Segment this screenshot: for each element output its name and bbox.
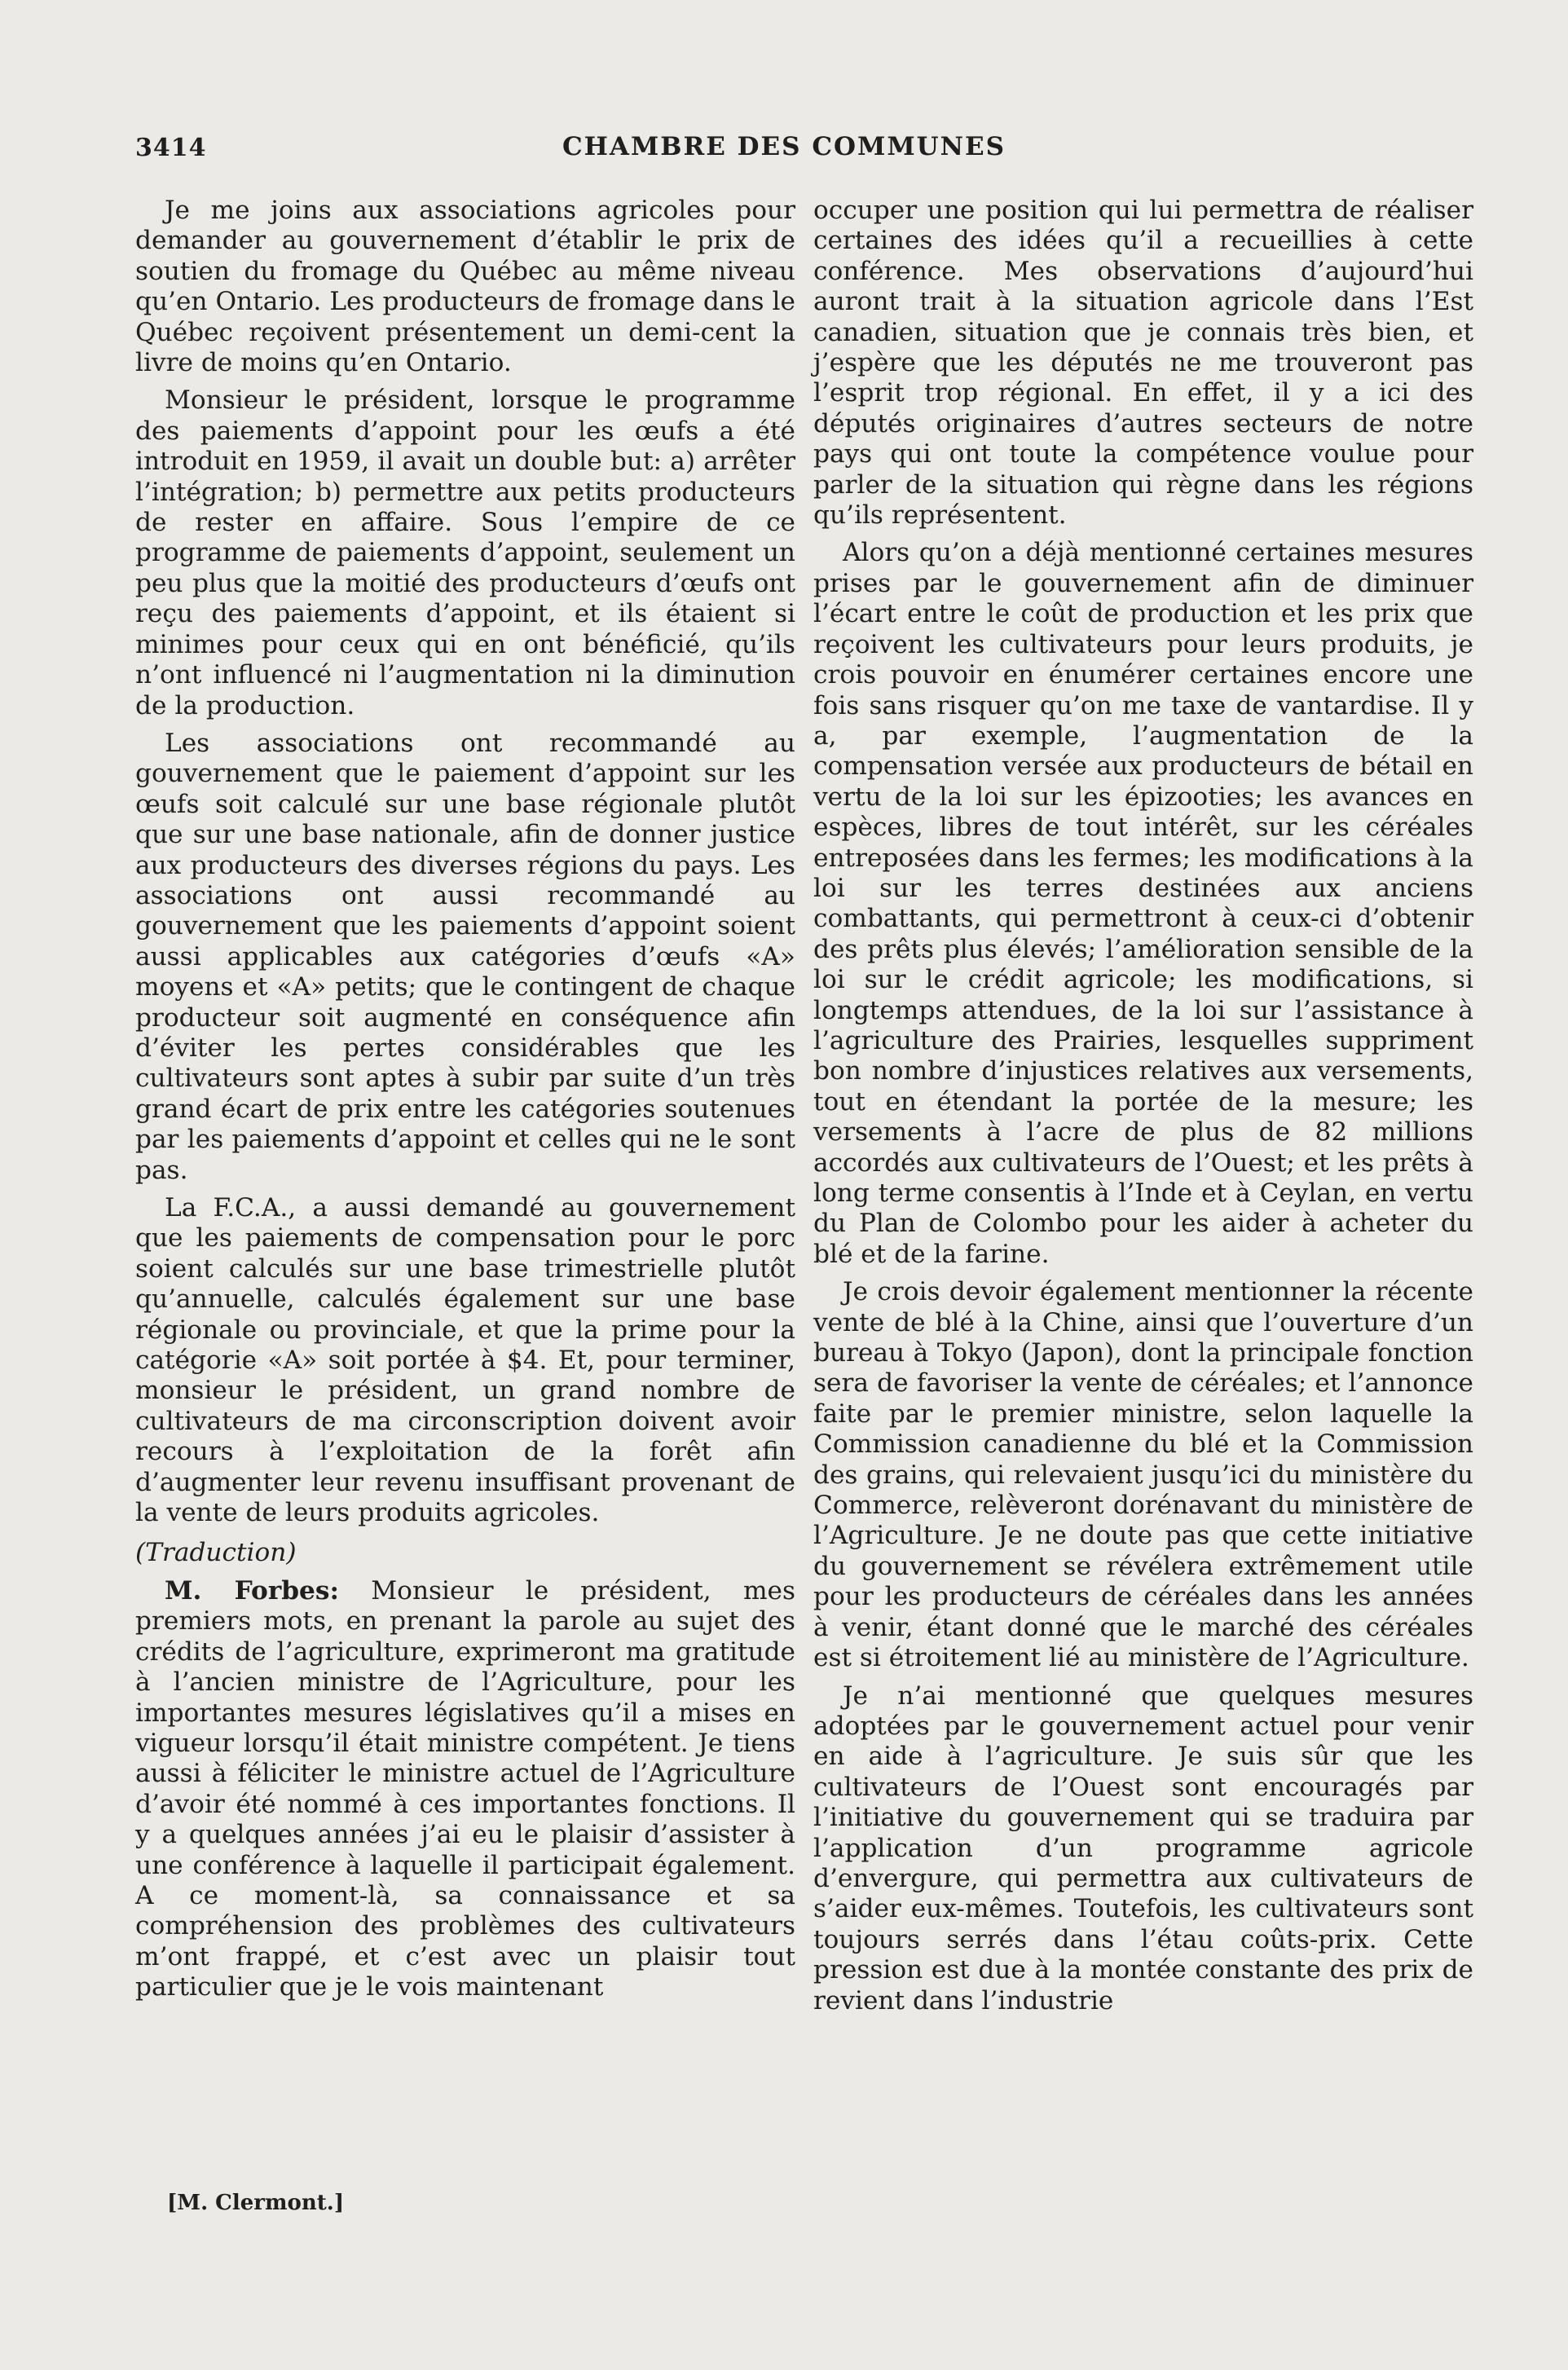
paragraph [135,1576,795,2003]
speech-text: Monsieur le président, mes premiers mots, en prenant la parole au sujet des crédits de l’agriculture, exprimeront ma gratitude à l’ancien ministre de l’Agriculture, pour les importantes mesures législatives qu’il a mises en vigueur lorsqu’il était ministre compétent. Je tiens aussi à féliciter le ministre actuel de l’Agriculture d’avoir été nommé à ces importantes fonctions. Il y a quelques années j’ai eu le plaisir d’assister à une conférence à laquelle il participait également. A ce moment-là, sa connaissance et sa compréhension des problèmes des cultivateurs m’ont frappé, et c’est avec un plaisir tout particulier que je le vois maintenant [135,1575,795,2002]
paragraph: La F.C.A., a aussi demandé au gouvernement que les paiements de compensation pour le porc soient calculés sur une base trimestrielle plutôt qu’annuelle, calculés également sur une base régionale ou provinciale, et que la prime pour la catégorie «A» soit portée à $4. Et, pour terminer, monsieur le président, un grand nombre de cultivateurs de ma circonscription doivent avoir recours à l’exploitation de la forêt afin d’augmenter leur revenu insuffisant provenant de la vente de leurs produits agricoles. [135,1193,795,1528]
paragraph: Les associations ont recommandé au gouvernement que le paiement d’appoint sur les œufs soit calculé sur une base régionale plutôt que sur une base nationale, afin de donner justice aux producteurs des diverses régions du pays. Les associations ont aussi recommandé au gouvernement que les paiements d’appoint soient aussi applicables aux catégories d’œufs «A» moyens et «A» petits; que le contingent de chaque producteur soit augmenté en conséquence afin d’éviter les pertes considérables que les cultivateurs sont aptes à subir par suite d’un très grand écart de prix entre les catégories soutenues par les paiements d’appoint et celles qui ne le sont pas. [135,728,795,1185]
paragraph: Je n’ai mentionné que quelques mesures adoptées par le gouvernement actuel pour venir en aide à l’agriculture. Je suis sûr que les cultivateurs de l’Ouest sont encouragés par l’initiative du gouvernement qui se traduira par l’application d’un programme agricole d’envergure, qui permettra aux cultivateurs de s’aider eux-mêmes. Toutefois, les cultivateurs sont toujours serrés dans l’étau coûts-prix. Cette pression est due à la montée constante des prix de revient dans l’industrie [813,1681,1473,2015]
page-number: 3414 [135,134,207,162]
paragraph: Alors qu’on a déjà mentionné certaines mesures prises par le gouvernement afin de diminuer l’écart entre le coût de production et les prix que reçoivent les cultivateurs pour leurs produits, je crois pouvoir en énumérer certaines encore une fois sans risquer qu’on me taxe de vantardise. Il y a, par exemple, l’augmentation de la compensation versée aux producteurs de bétail en vertu de la loi sur les épizooties; les avances en espèces, libres de tout intérêt, sur les céréales entreposées dans les fermes; les modifications à la loi sur les terres destinées aux anciens combattants, qui permettront à ceux-ci d’obtenir des prêts plus élevés; l’amélioration sensible de la loi sur le crédit agricole; les modifications, si longtemps attendues, de la loi sur l’assistance à l’agriculture des Prairies, lesquelles suppriment bon nombre d’injustices relatives aux versements, tout en étendant la portée de la mesure; les versements à l’acre de plus de 82 millions accordés aux cultivateurs de l’Ouest; et les prêts à long terme consentis à l’Inde et à Ceylan, en vertu du Plan de Colombo pour les aider à acheter du blé et de la farine. [813,538,1473,1269]
page-title: CHAMBRE DES COMMUNES [562,132,1006,161]
right-column [813,196,1473,2024]
paragraph: Monsieur le président, lorsque le programme des paiements d’appoint pour les œufs a été introduit en 1959, il avait un double but: a) arrêter l’intégration; b) permettre aux petits producteurs de rester en affaire. Sous l’empire de ce programme de paiements d’appoint, seulement un peu plus que la moitié des producteurs d’œufs ont reçu des paiements d’appoint, et ils étaient si minimes pour ceux qui en ont bénéficié, qu’ils n’ont influencé ni l’augmentation ni la diminution de la production. [135,385,795,720]
speaker-name: M. Forbes: [165,1575,339,1606]
translation-note: (Traduction) [135,1538,297,1568]
speaker-attribution: [M. Clermont.] [167,2191,345,2215]
paragraph: Je crois devoir également mentionner la récente vente de blé à la Chine, ainsi que l’ouverture d’un bureau à Tokyo (Japon), dont la principale fonction sera de favoriser la vente de céréales; et l’annonce faite par le premier ministre, selon laquelle la Commission canadienne du blé et la Commission des grains, qui relevaient jusqu’ici du ministère du Commerce, relèveront dorénavant du ministère de l’Agriculture. Je ne doute pas que cette initiative du gouvernement se révélera extrêmement utile pour les producteurs de céréales dans les années à venir, étant donné que le marché des céréales est si étroitement lié au ministère de l’Agriculture. [813,1277,1473,1673]
paragraph: Je me joins aux associations agricoles pour demander au gouvernement d’établir le prix de soutien du fromage du Québec au même niveau qu’en Ontario. Les producteurs de fromage dans le Québec reçoivent présentement un demi-cent la livre de moins qu’en Ontario. [135,196,795,378]
paragraph: occuper une position qui lui permettra de réaliser certaines des idées qu’il a recueillies à cette conférence. Mes observations d’aujourd’hui auront trait à la situation agricole dans l’Est canadien, situation que je connais très bien, et j’espère que les députés ne me trouveront pas l’esprit trop régional. En effet, il y a ici des députés originaires d’autres secteurs de notre pays qui ont toute la compétence voulue pour parler de la situation qui règne dans les régions qu’ils représentent. [813,196,1473,531]
left-column [135,196,795,2011]
